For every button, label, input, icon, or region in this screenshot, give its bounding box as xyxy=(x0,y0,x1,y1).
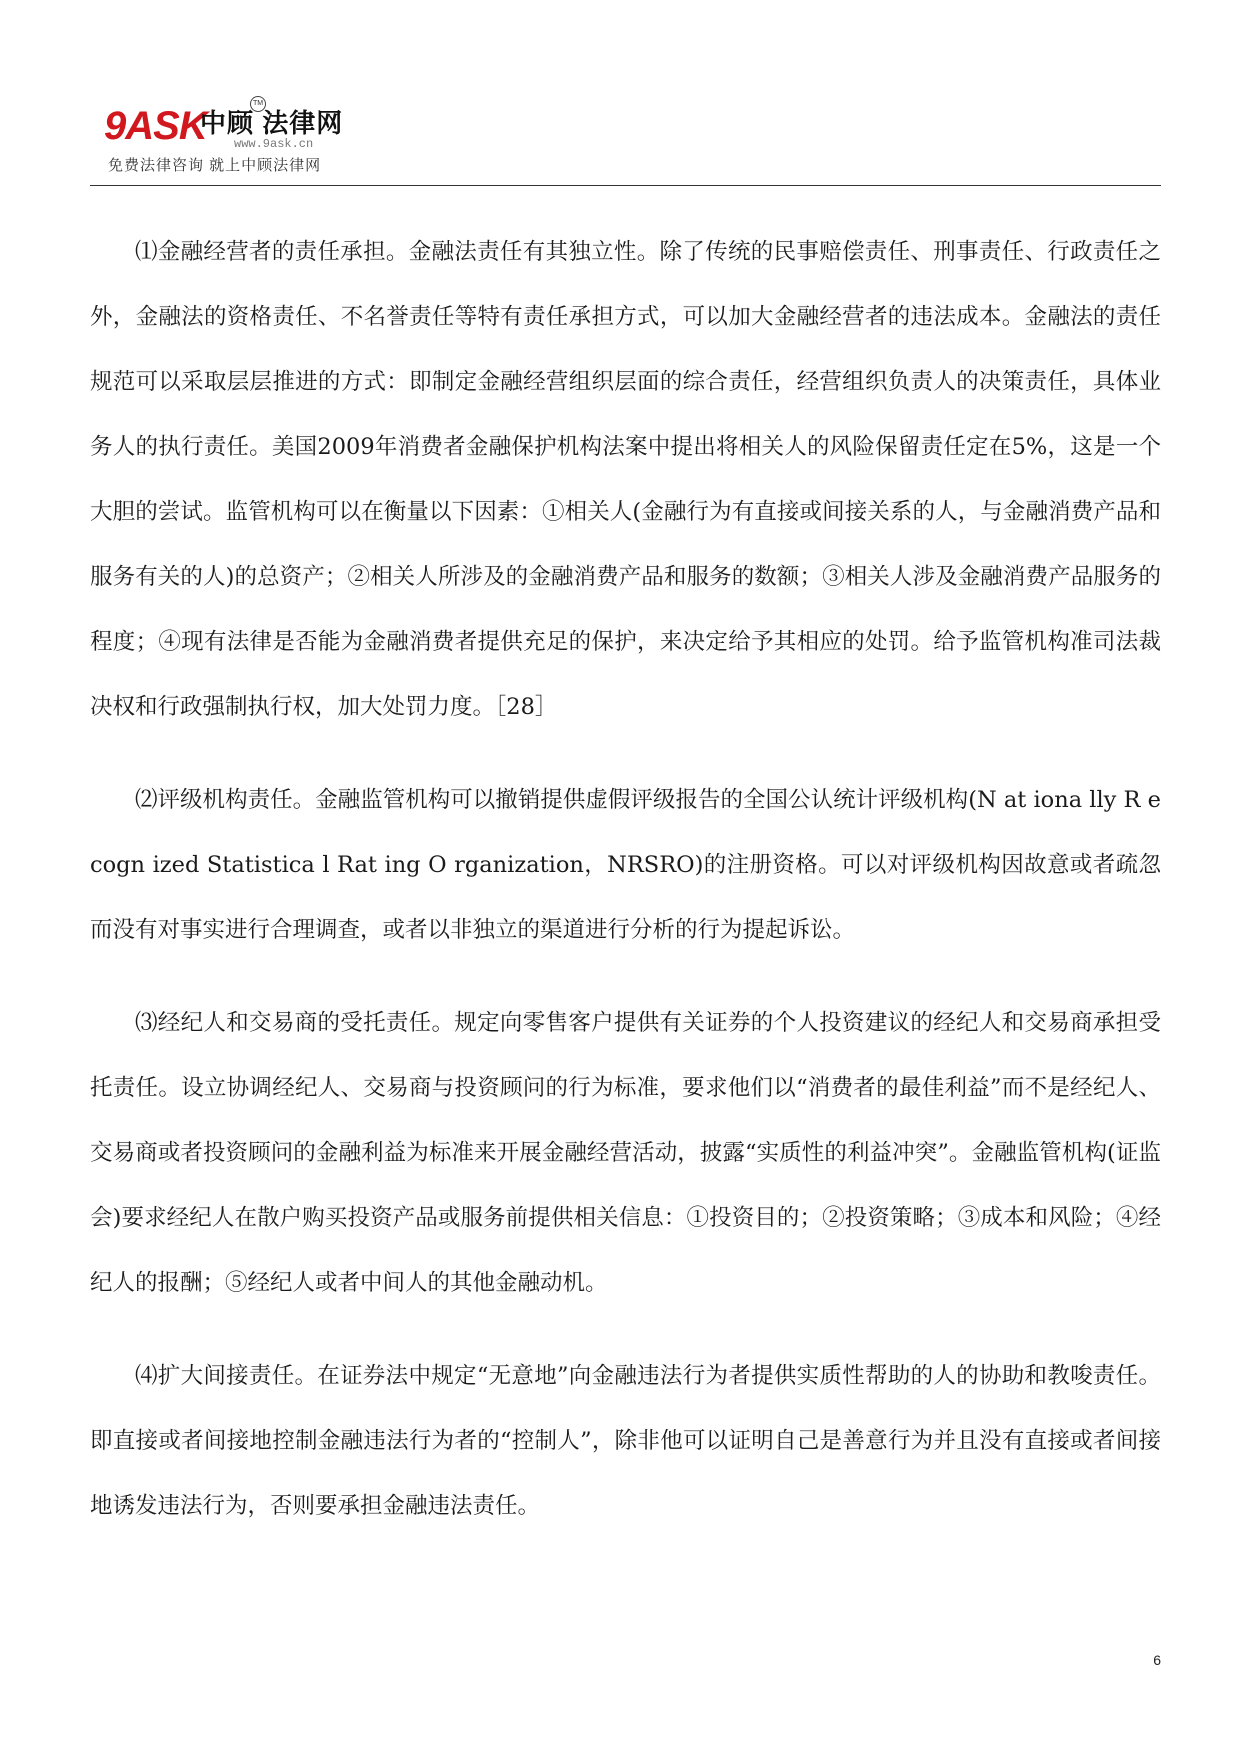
logo-slogan: 免费法律咨询 就上中顾法律网 xyxy=(108,157,322,174)
logo-url: www.9ask.cn xyxy=(234,137,314,151)
header-divider xyxy=(90,185,1161,186)
logo-mark: 9ASK xyxy=(104,104,207,148)
page-number: 6 xyxy=(1153,1652,1161,1668)
document-body xyxy=(90,220,1161,1567)
logo-name: 中顾 法律网 xyxy=(200,108,344,138)
paragraph-2: ⑵评级机构责任。金融监管机构可以撤销提供虚假评级报告的全国公认统计评级机构(N at iona lly R ecogn ized Statistica l Rat ing O rganization，NRSRO)的注册资格。可以对评级机构因故意或者疏忽而没有对事实进行合理调查，或者以非独立的渠道进行分析的行为提起诉讼。 xyxy=(90,787,1161,943)
page-header xyxy=(90,96,1161,186)
paragraph-4: ⑷扩大间接责任。在证券法中规定“无意地”向金融违法行为者提供实质性帮助的人的协助和教唆责任。即直接或者间接地控制金融违法行为者的“控制人”，除非他可以证明自己是善意行为并且没有直接或者间接地诱发违法行为，否则要承担金融违法责任。 xyxy=(90,1363,1161,1519)
paragraph-1: ⑴金融经营者的责任承担。金融法责任有其独立性。除了传统的民事赔偿责任、刑事责任、行政责任之外，金融法的资格责任、不名誉责任等特有责任承担方式，可以加大金融经营者的违法成本。金融法的责任规范可以采取层层推进的方式：即制定金融经营组织层面的综合责任，经营组织负责人的决策责任，具体业务人的执行责任。美国2009年消费者金融保护机构法案中提出将相关人的风险保留责任定在5%，这是一个大胆的尝试。监管机构可以在衡量以下因素：①相关人(金融行为有直接或间接关系的人，与金融消费产品和服务有关的人)的总资产；②相关人所涉及的金融消费产品和服务的数额；③相关人涉及金融消费产品服务的程度；④现有法律是否能为金融消费者提供充足的保护，来决定给予其相应的处罚。给予监管机构准司法裁决权和行政强制执行权，加大处罚力度。［28］ xyxy=(90,239,1161,720)
paragraph-3: ⑶经纪人和交易商的受托责任。规定向零售客户提供有关证券的个人投资建议的经纪人和交易商承担受托责任。设立协调经纪人、交易商与投资顾问的行为标准，要求他们以“消费者的最佳利益”而不是经纪人、交易商或者投资顾问的金融利益为标准来开展金融经营活动，披露“实质性的利益冲突”。金融监管机构(证监会)要求经纪人在散户购买投资产品或服务前提供相关信息：①投资目的；②投资策略；③成本和风险；④经纪人的报酬；⑤经纪人或者中间人的其他金融动机。 xyxy=(90,1010,1161,1296)
site-logo[interactable] xyxy=(90,96,360,182)
trademark-icon: TM xyxy=(250,96,266,112)
